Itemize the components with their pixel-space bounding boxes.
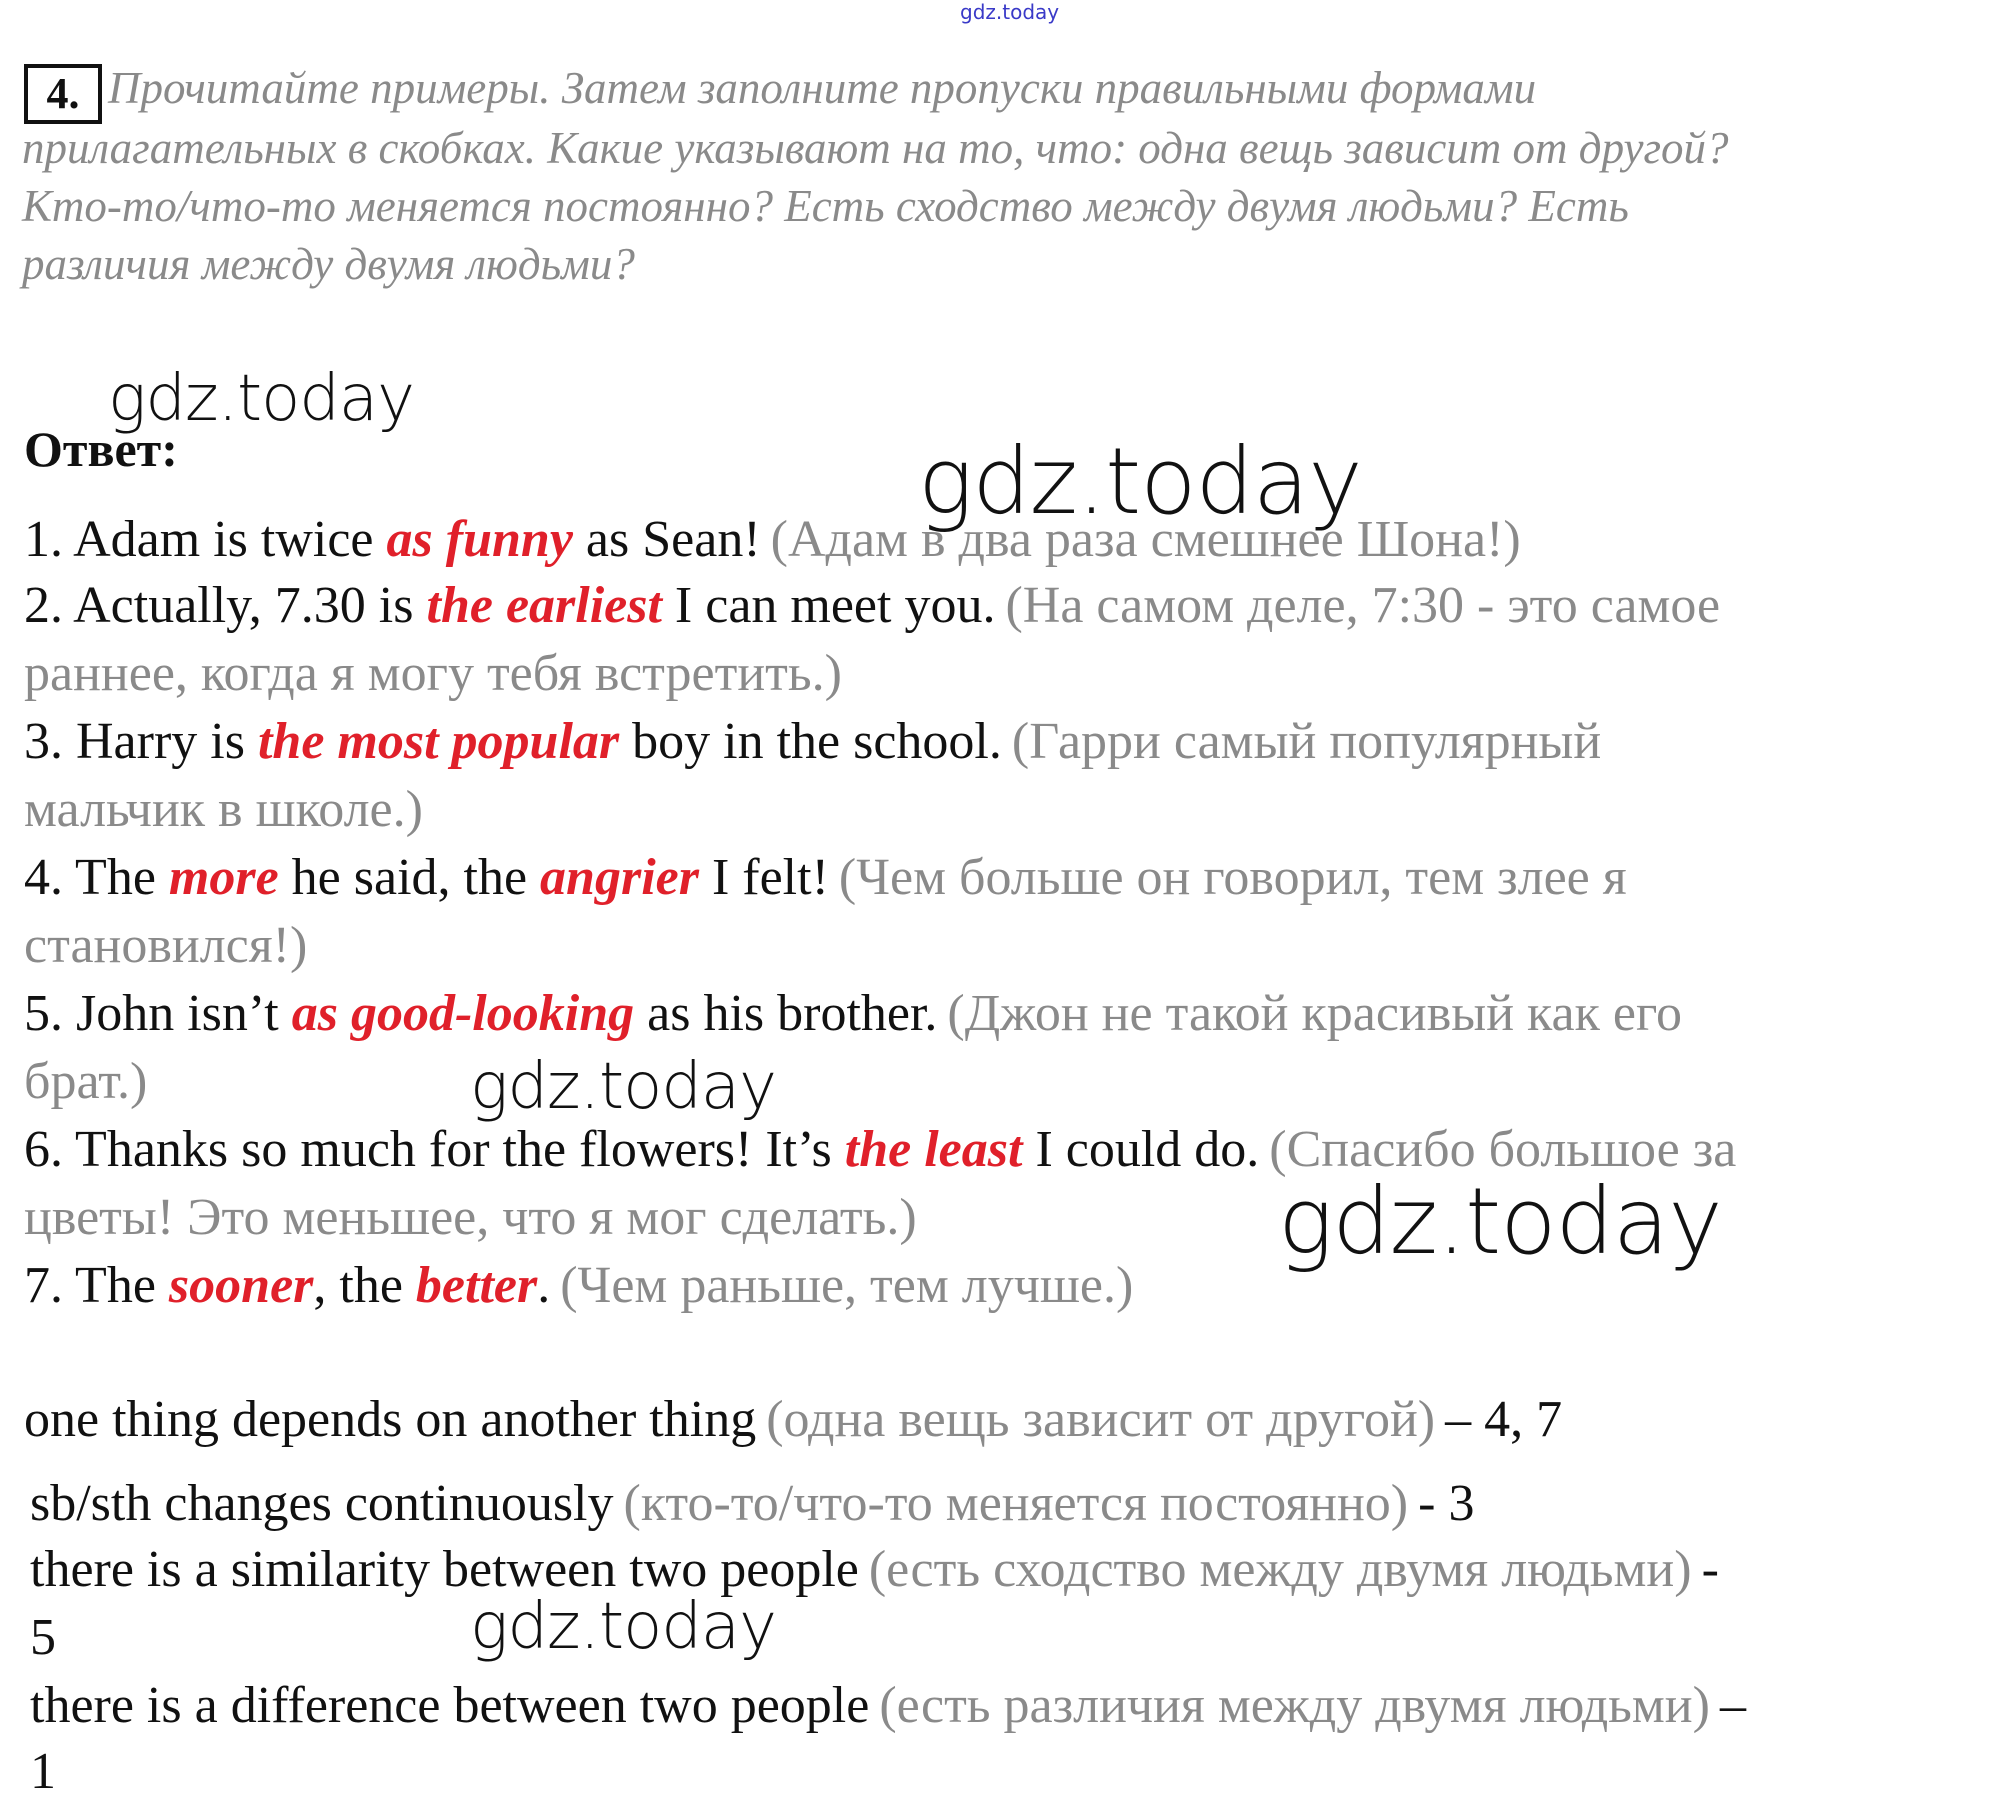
top-watermark: gdz.today (960, 0, 1060, 24)
translation: брат.) (24, 1053, 148, 1110)
answer-heading: Ответ: (24, 421, 178, 477)
answer-fill: better (415, 1257, 538, 1314)
answer-fill: angrier (540, 849, 699, 906)
translation: (есть различия между двумя людьми) (879, 1677, 1710, 1734)
watermark: gdz.today (470, 1590, 776, 1664)
category-1: one thing depends on another thing (одна вещь зависит от другой) – 4, 7 (24, 1391, 1563, 1448)
answer-fill: as funny (386, 511, 573, 568)
watermark: gdz.today (108, 362, 414, 436)
translation: становился!) (24, 917, 308, 974)
translation: (На самом деле, 7:30 - это самое (1005, 577, 1721, 634)
translation: (Адам в два раза смешнее Шона!) (770, 511, 1521, 568)
watermark: gdz.today (470, 1050, 776, 1124)
instruction-line-4: различия между двумя людьми? (22, 239, 635, 289)
watermark: gdz.today (1278, 1168, 1722, 1275)
answer-item-5: 5. John isn’t as good-looking as his brother. (Джон не такой красивый как его (24, 985, 1682, 1042)
translation: (Чем больше он говорил, тем злее я (838, 849, 1627, 906)
category-3: there is a similarity between two people (есть сходство между двумя людьми) - (30, 1541, 1719, 1598)
translation: мальчик в школе.) (24, 781, 423, 838)
answer-item-1: 1. Adam is twice as funny as Sean! (Адам в два раза смешнее Шона!) (24, 511, 1521, 568)
translation: раннее, когда я могу тебя встретить.) (24, 645, 842, 702)
item-references: 5 (30, 1609, 56, 1666)
translation: (Джон не такой красивый как его (947, 985, 1682, 1042)
answer-fill: more (168, 849, 279, 906)
translation: цветы! Это меньшее, что я мог сделать.) (24, 1189, 917, 1246)
instruction-line-2: прилагательных в скобках. Какие указывают на то, что: одна вещь зависит от другой? (22, 123, 1729, 173)
answer-item-4: 4. The more he said, the angrier I felt! (Чем больше он говорил, тем злее я (24, 849, 1627, 906)
translation: (есть сходство между двумя людьми) (868, 1541, 1692, 1598)
answer-item-2: 2. Actually, 7.30 is the earliest I can meet you. (На самом деле, 7:30 - это самое (24, 577, 1721, 634)
answer-item-7: 7. The sooner, the better. (Чем раньше, тем лучше.) (24, 1257, 1134, 1314)
answer-fill: the most popular (257, 713, 620, 770)
answer-fill: the earliest (426, 577, 662, 634)
answer-fill: the least (844, 1121, 1023, 1178)
translation: (Гарри самый популярный (1011, 713, 1602, 770)
answer-fill: sooner (168, 1257, 314, 1314)
item-references: – 4, 7 (1445, 1391, 1563, 1448)
answer-item-3: 3. Harry is the most popular boy in the school. (Гарри самый популярный (24, 713, 1602, 770)
translation: (одна вещь зависит от другой) (766, 1391, 1436, 1448)
item-references: 1 (30, 1743, 56, 1800)
task-number: 4. (24, 64, 102, 124)
item-references: – (1719, 1677, 1746, 1734)
translation: (кто-то/что-то меняется постоянно) (623, 1475, 1409, 1532)
watermark: gdz.today (918, 428, 1362, 535)
item-references: - 3 (1418, 1475, 1475, 1532)
translation: (Чем раньше, тем лучше.) (560, 1257, 1134, 1314)
answer-item-6: 6. Thanks so much for the flowers! It’s the least I could do. (Спасибо большое за (24, 1121, 1737, 1178)
instruction-line-3: Кто-то/что-то меняется постоянно? Есть сходство между двумя людьми? Есть (22, 181, 1629, 231)
translation: (Спасибо большое за (1269, 1121, 1737, 1178)
answer-fill: as good-looking (291, 985, 635, 1042)
item-references: - (1701, 1541, 1719, 1598)
category-2: sb/sth changes continuously (кто-то/что-то меняется постоянно) - 3 (30, 1475, 1475, 1532)
instruction-line-1: Прочитайте примеры. Затем заполните пропуски правильными формами (108, 63, 1537, 113)
category-4: there is a difference between two people (есть различия между двумя людьми) – (30, 1677, 1746, 1734)
